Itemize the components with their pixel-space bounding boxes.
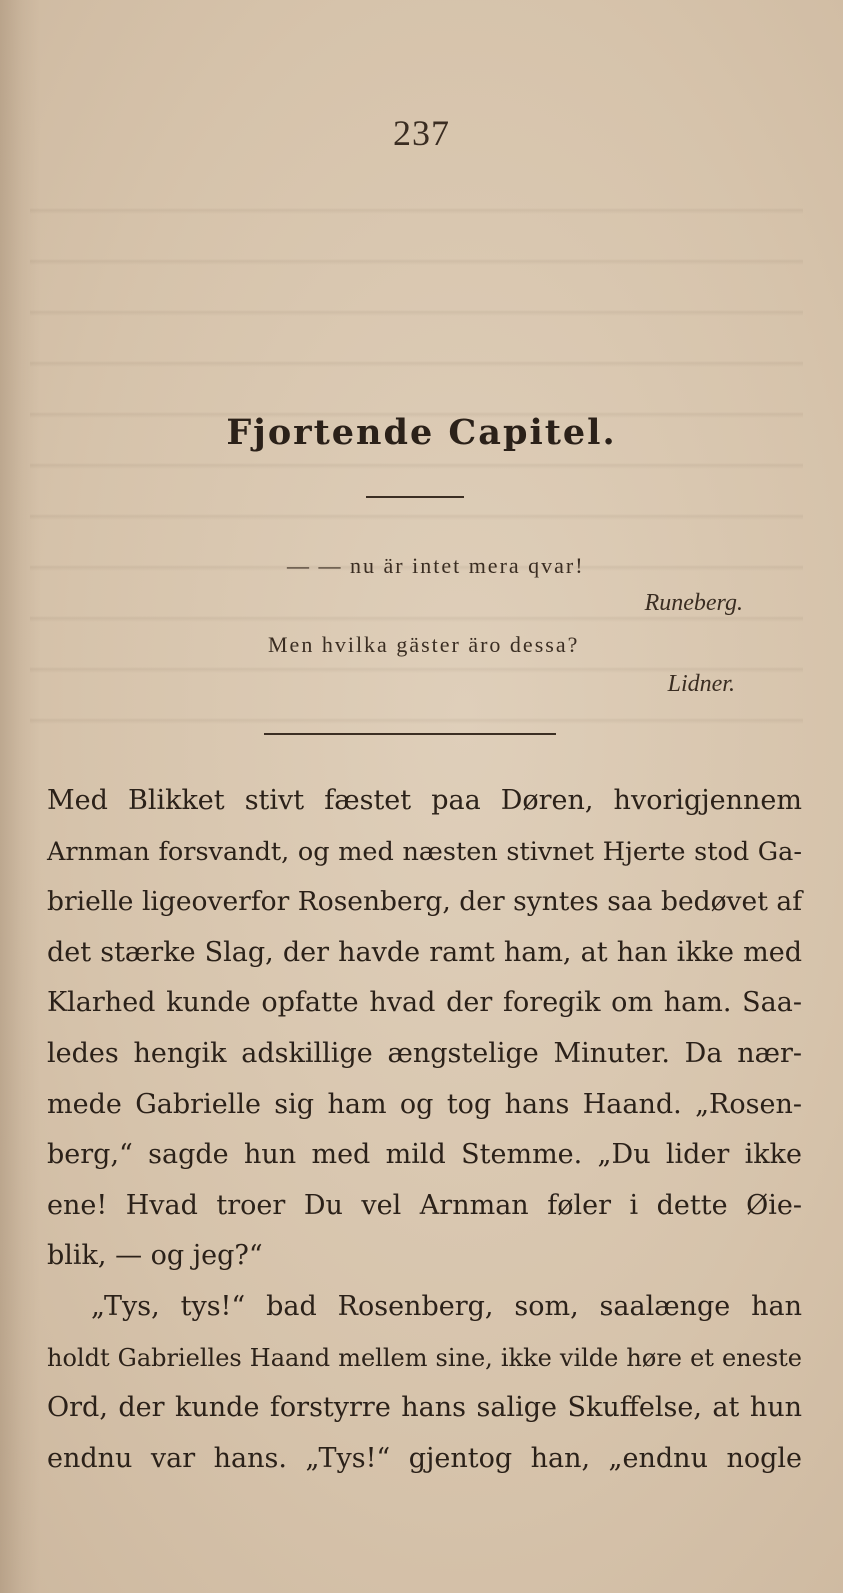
text-line: det stærke Slag, der havde ramt ham, at han ikke med bbox=[47, 936, 802, 968]
text-line: brielle ligeoverfor Rosenberg, der syntes saa bedøvet af bbox=[47, 886, 802, 918]
text-line: mede Gabrielle sig ham og tog hans Haand. „Rosen- bbox=[47, 1088, 802, 1120]
text-line: endnu var hans. „Tys!“ gjentog han, „endnu nogle bbox=[47, 1442, 802, 1474]
epigraph-quote-2: Men hvilka gäster äro dessa? bbox=[268, 632, 580, 657]
text-line: Klarhed kunde opfatte hvad der foregik om ham. Saa- bbox=[47, 987, 802, 1019]
text-line: berg,“ sagde hun med mild Stemme. „Du lider ikke bbox=[47, 1139, 802, 1171]
body-text bbox=[47, 776, 802, 1484]
text-line: blik, — og jeg?“ bbox=[47, 1240, 263, 1272]
text-line: ene! Hvad troer Du vel Arnman føler i dette Øie- bbox=[47, 1189, 802, 1221]
title-divider bbox=[366, 496, 464, 498]
text-line: Arnman forsvandt, og med næsten stivnet Hjerte stod Ga- bbox=[47, 836, 802, 867]
text-line: ledes hengik adskillige ængstelige Minuter. Da nær- bbox=[47, 1037, 802, 1069]
epigraph-author-1: Runeberg. bbox=[644, 590, 743, 616]
paragraph-2 bbox=[47, 1282, 802, 1484]
text-line: Med Blikket stivt fæstet paa Døren, hvorigjennem bbox=[47, 785, 802, 816]
page-number: 237 bbox=[393, 113, 450, 153]
epigraph-quote-1: — — nu är intet mera qvar! bbox=[287, 553, 585, 578]
chapter-title: Fjortende Capitel. bbox=[226, 412, 617, 453]
text-line: Ord, der kunde forstyrre hans salige Skuffelse, at hun bbox=[47, 1392, 802, 1424]
epigraph-divider bbox=[264, 733, 556, 735]
text-line: „Tys, tys!“ bad Rosenberg, som, saalænge han bbox=[91, 1290, 802, 1322]
epigraph-author-2: Lidner. bbox=[667, 671, 735, 697]
paragraph-1 bbox=[47, 776, 802, 1282]
text-line: holdt Gabrielles Haand mellem sine, ikke vilde høre et eneste bbox=[47, 1343, 802, 1372]
